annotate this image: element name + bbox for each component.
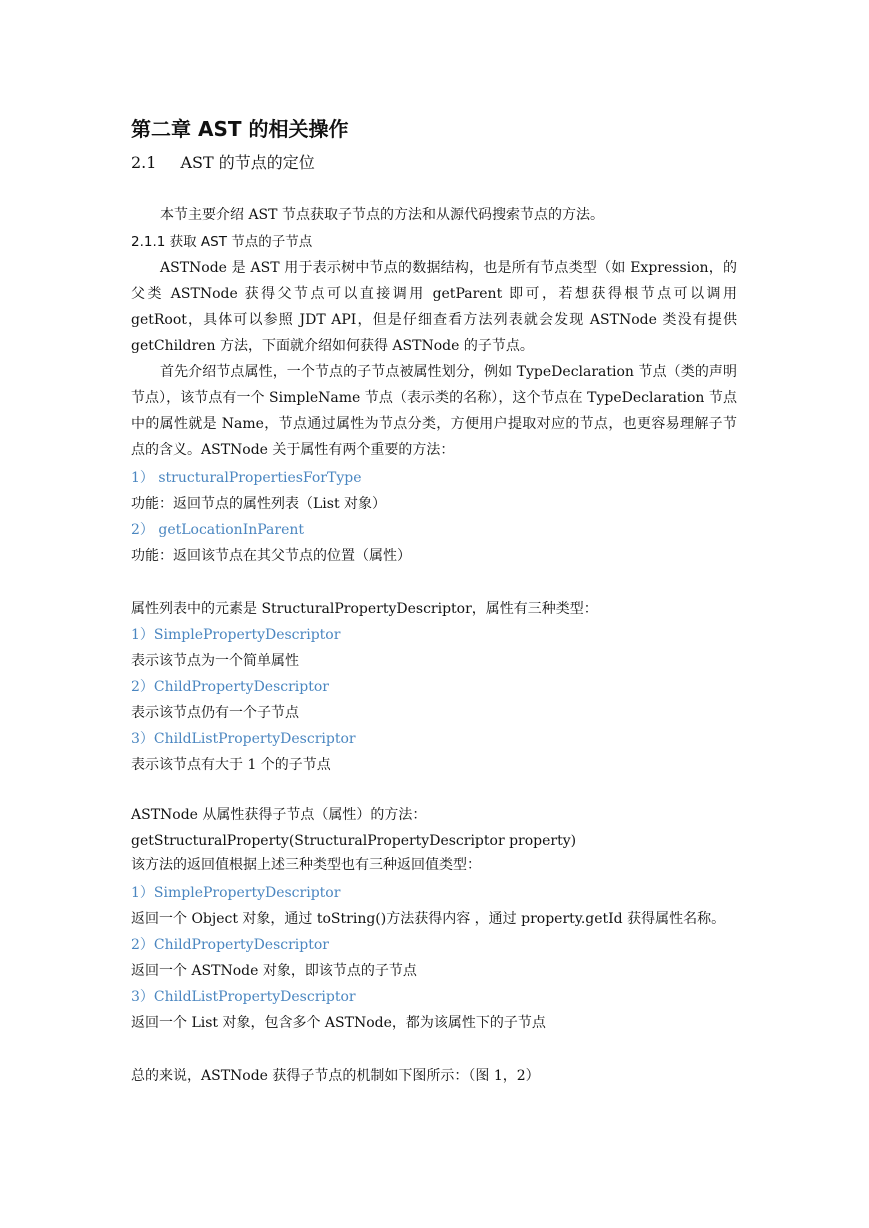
chapter-title: 第二章 AST 的相关操作 (131, 117, 349, 141)
type-item-desc: 表示该节点仍有一个子节点 (131, 705, 299, 721)
return-item-desc: 返回一个 Object 对象，通过 toString()方法获得内容 ，通过 property.getId 获得属性名称。 (131, 911, 726, 927)
paragraph-astnode: ASTNode 是 AST 用于表示树中节点的数据结构，也是所有节点类型（如 Expression，的父类 ASTNode 获得父节点可以直接调用 getParent 即可，若想获得根节点可以调用 getRoot，具体可以参照 JDT API，但是仔细查看方法列表就会发现 ASTNode 类没有提供 getChildren 方法，下面就介绍如何获得 ASTNode 的子节点。 (131, 260, 737, 354)
type-item-label: 3）ChildListPropertyDescriptor (131, 731, 356, 747)
return-item-label: 1）SimplePropertyDescriptor (131, 885, 341, 901)
return-item-desc: 返回一个 ASTNode 对象，即该节点的子节点 (131, 963, 417, 979)
type-item-label: 1）SimplePropertyDescriptor (131, 627, 341, 643)
return-item-label: 2）ChildPropertyDescriptor (131, 937, 329, 953)
subsection-title: 2.1.1 获取 AST 节点的子节点 (131, 234, 313, 250)
intro-paragraph: 本节主要介绍 AST 节点获取子节点的方法和从源代码搜索节点的方法。 (160, 207, 604, 223)
getter-note: 该方法的返回值根据上述三种类型也有三种返回值类型： (131, 857, 481, 873)
method-item-desc: 功能：返回该节点在其父节点的位置（属性） (131, 548, 411, 564)
paragraph-properties: 首先介绍节点属性，一个节点的子节点被属性划分，例如 TypeDeclaration 节点（类的声明节点），该节点有一个 SimpleName 节点（表示类的名称），这个节点在 TypeDeclaration 节点中的属性就是 Name，节点通过属性为节点分类，方便用户提取对应的节点，也更容易理解子节点的含义。ASTNode 关于属性有两个重要的方法： (131, 364, 737, 458)
section-title: AST 的节点的定位 (180, 153, 315, 172)
section-number: 2.1 (131, 153, 157, 172)
types-intro: 属性列表中的元素是 StructuralPropertyDescriptor，属性有三种类型： (131, 601, 598, 617)
type-item-label: 2）ChildPropertyDescriptor (131, 679, 329, 695)
return-item-desc: 返回一个 List 对象，包含多个 ASTNode，都为该属性下的子节点 (131, 1015, 546, 1031)
section-heading (131, 152, 315, 174)
getter-intro: ASTNode 从属性获得子节点（属性）的方法： (131, 807, 427, 823)
getter-signature: getStructuralProperty(StructuralPropertyDescriptor property) (131, 833, 577, 849)
method-item-desc: 功能：返回节点的属性列表（List 对象） (131, 496, 387, 512)
summary-line: 总的来说，ASTNode 获得子节点的机制如下图所示：（图 1，2） (131, 1068, 540, 1084)
method-item-label: 2） getLocationInParent (131, 522, 304, 538)
type-item-desc: 表示该节点为一个简单属性 (131, 653, 299, 669)
type-item-desc: 表示该节点有大于 1 个的子节点 (131, 757, 331, 773)
method-item-label: 1） structuralPropertiesForType (131, 470, 362, 486)
return-item-label: 3）ChildListPropertyDescriptor (131, 989, 356, 1005)
